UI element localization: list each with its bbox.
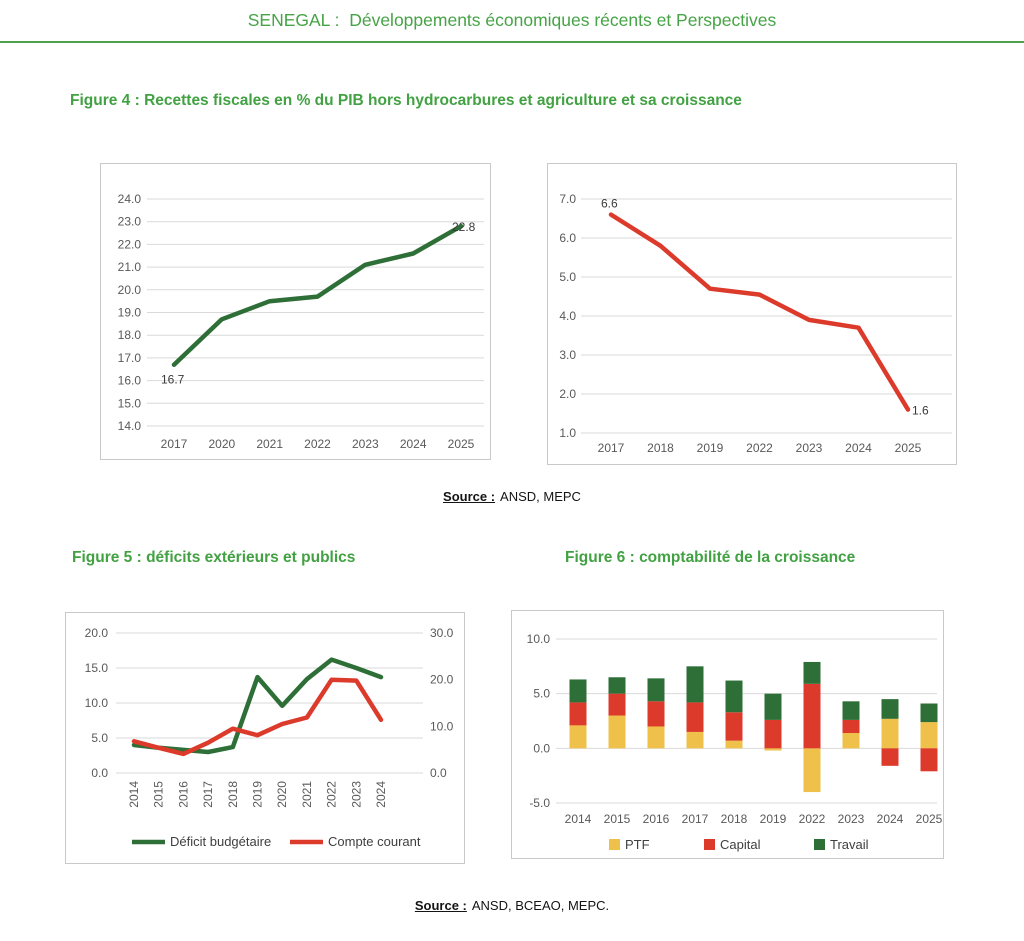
fig4_right-svg (548, 164, 956, 464)
svg-text:23.0: 23.0 (117, 214, 141, 229)
svg-text:15.0: 15.0 (84, 661, 108, 675)
svg-text:Capital: Capital (720, 837, 761, 852)
svg-text:2018: 2018 (225, 781, 240, 808)
svg-text:2017: 2017 (597, 441, 625, 455)
svg-text:10.0: 10.0 (430, 719, 454, 734)
svg-text:-5.0: -5.0 (529, 796, 550, 810)
svg-text:2023: 2023 (349, 781, 364, 808)
svg-text:2016: 2016 (176, 781, 191, 808)
source-label: Source : (414, 898, 467, 913)
svg-text:10.0: 10.0 (84, 696, 108, 710)
svg-text:2017: 2017 (160, 437, 188, 451)
svg-text:6.6: 6.6 (601, 196, 618, 211)
svg-text:7.0: 7.0 (559, 192, 576, 206)
svg-text:2017: 2017 (201, 781, 216, 808)
svg-text:5.0: 5.0 (533, 686, 550, 701)
svg-text:2022: 2022 (798, 812, 826, 826)
svg-text:0.0: 0.0 (533, 741, 550, 756)
svg-text:2024: 2024 (399, 437, 427, 451)
svg-text:PTF: PTF (625, 837, 650, 852)
svg-text:2019: 2019 (759, 812, 787, 826)
svg-text:2.0: 2.0 (559, 387, 576, 401)
svg-text:2024: 2024 (845, 441, 872, 455)
svg-text:19.0: 19.0 (117, 305, 141, 320)
svg-text:2022: 2022 (304, 437, 331, 451)
source-label: Source : (443, 489, 496, 504)
svg-text:2015: 2015 (151, 781, 166, 808)
svg-text:6.0: 6.0 (559, 231, 576, 245)
svg-text:15.0: 15.0 (117, 396, 141, 411)
source-text: ANSD, MEPC (500, 489, 581, 504)
svg-text:16.7: 16.7 (161, 372, 185, 387)
svg-text:14.0: 14.0 (117, 419, 141, 433)
svg-text:4.0: 4.0 (559, 309, 576, 323)
svg-text:2019: 2019 (696, 441, 724, 455)
svg-text:2021: 2021 (256, 437, 284, 451)
svg-text:2014: 2014 (564, 812, 592, 826)
svg-text:20.0: 20.0 (117, 282, 141, 297)
figure6-chart (511, 610, 944, 859)
header-rule (0, 41, 1024, 43)
figure6-title: Figure 6 : comptabilité de la croissance (565, 549, 856, 566)
svg-text:2025: 2025 (894, 441, 922, 455)
svg-text:18.0: 18.0 (117, 328, 141, 343)
svg-text:17.0: 17.0 (117, 350, 141, 365)
figure4-title: Figure 4 : Recettes fiscales en % du PIB hors hydrocarbures et agriculture et sa croissance (70, 92, 742, 109)
fig4_left-svg (101, 164, 490, 459)
figure5-chart (65, 612, 465, 864)
svg-text:16.0: 16.0 (117, 373, 141, 388)
svg-text:Travail: Travail (830, 837, 869, 852)
svg-text:2019: 2019 (250, 781, 265, 808)
svg-text:3.0: 3.0 (559, 348, 576, 362)
svg-text:2025: 2025 (447, 437, 475, 451)
svg-text:20.0: 20.0 (430, 672, 454, 687)
svg-text:Déficit budgétaire: Déficit budgétaire (170, 834, 272, 849)
svg-text:2024: 2024 (374, 781, 388, 808)
svg-text:30.0: 30.0 (430, 626, 454, 640)
svg-text:5.0: 5.0 (91, 731, 108, 745)
svg-text:2017: 2017 (681, 812, 709, 826)
svg-text:24.0: 24.0 (117, 192, 141, 206)
svg-text:2025: 2025 (915, 812, 943, 826)
svg-text:2020: 2020 (275, 781, 290, 808)
svg-text:2021: 2021 (299, 781, 314, 808)
svg-text:2016: 2016 (642, 812, 670, 826)
svg-text:22.0: 22.0 (117, 237, 141, 252)
svg-text:21.0: 21.0 (117, 260, 141, 275)
figure4-source (0, 489, 1024, 504)
svg-text:1.6: 1.6 (912, 403, 929, 418)
fig5-svg (66, 613, 464, 863)
svg-text:2018: 2018 (720, 812, 748, 826)
svg-text:22.8: 22.8 (452, 220, 476, 235)
svg-text:2022: 2022 (746, 441, 773, 455)
figure4-right-chart (547, 163, 957, 465)
svg-text:2015: 2015 (603, 812, 631, 826)
source-text: ANSD, BCEAO, MEPC. (471, 898, 610, 913)
svg-text:2023: 2023 (837, 812, 865, 826)
figure5-title: Figure 5 : déficits extérieurs et publics (72, 549, 356, 566)
report-header-title: SENEGAL : Développements économiques récents et Perspectives (247, 10, 777, 30)
figure4-left-chart (100, 163, 491, 460)
svg-text:1.0: 1.0 (559, 426, 576, 440)
svg-text:Compte courant: Compte courant (328, 834, 421, 849)
svg-text:2018: 2018 (647, 441, 674, 455)
svg-text:2020: 2020 (208, 437, 236, 451)
fig6-svg (512, 611, 943, 858)
svg-text:2022: 2022 (324, 781, 339, 808)
footer-source (0, 898, 1024, 913)
svg-text:20.0: 20.0 (84, 626, 108, 640)
svg-text:10.0: 10.0 (526, 632, 550, 646)
svg-text:2024: 2024 (876, 812, 904, 826)
svg-text:2014: 2014 (127, 781, 141, 808)
svg-text:0.0: 0.0 (91, 766, 108, 780)
svg-text:2023: 2023 (795, 441, 823, 455)
svg-text:0.0: 0.0 (430, 766, 447, 780)
svg-text:2023: 2023 (351, 437, 379, 451)
svg-text:5.0: 5.0 (559, 270, 576, 284)
